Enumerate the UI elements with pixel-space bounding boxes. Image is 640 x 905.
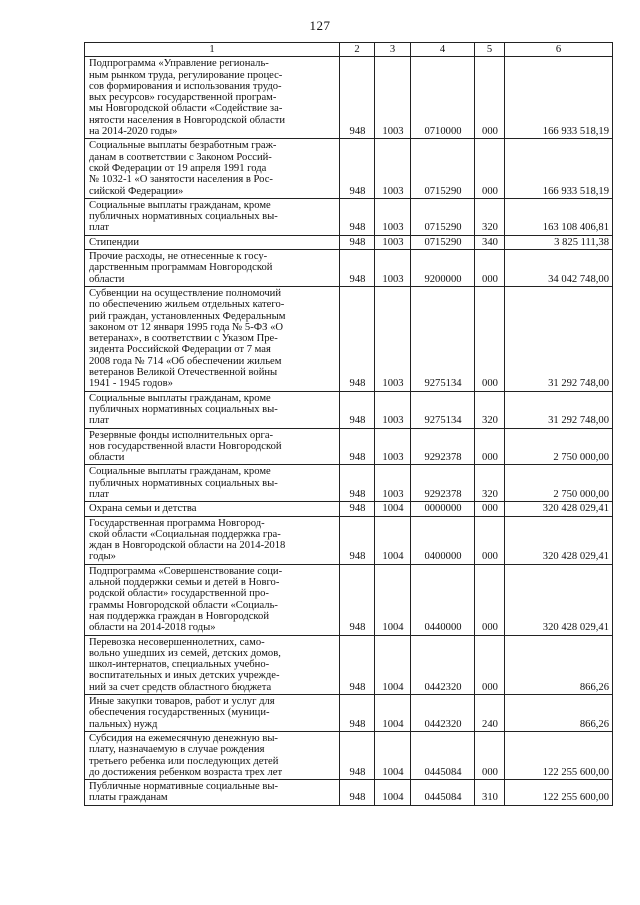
row-description: Иные закупки товаров, работ и услуг для обеспечения государственных (муници- пальных) нужд (85, 695, 340, 732)
row-amount: 3 825 111,38 (505, 235, 613, 249)
row-expense-type: 000 (475, 139, 505, 198)
row-amount: 320 428 029,41 (505, 516, 613, 564)
row-amount: 34 042 748,00 (505, 250, 613, 287)
row-target-code: 0710000 (411, 57, 475, 139)
row-target-code: 9292378 (411, 428, 475, 465)
row-section-code: 1003 (375, 139, 411, 198)
row-amount: 320 428 029,41 (505, 564, 613, 635)
row-expense-type: 000 (475, 635, 505, 694)
row-description: Стипендии (85, 235, 340, 249)
row-target-code: 0000000 (411, 502, 475, 516)
row-expense-type: 320 (475, 391, 505, 428)
row-target-code: 0445084 (411, 731, 475, 779)
header-row (85, 43, 613, 57)
table-row (85, 428, 613, 465)
row-target-code: 9200000 (411, 250, 475, 287)
row-expense-type: 000 (475, 516, 505, 564)
row-expense-type: 320 (475, 465, 505, 502)
row-expense-type: 000 (475, 564, 505, 635)
row-target-code: 9292378 (411, 465, 475, 502)
row-admin-code: 948 (340, 198, 375, 235)
row-description: Публичные нормативные социальные вы- платы гражданам (85, 780, 340, 806)
row-admin-code: 948 (340, 250, 375, 287)
row-expense-type: 340 (475, 235, 505, 249)
table-row (85, 780, 613, 806)
row-section-code: 1003 (375, 391, 411, 428)
row-admin-code: 948 (340, 57, 375, 139)
table-row (85, 516, 613, 564)
row-expense-type: 000 (475, 250, 505, 287)
row-section-code: 1004 (375, 564, 411, 635)
row-admin-code: 948 (340, 564, 375, 635)
table-row (85, 695, 613, 732)
table-row (85, 286, 613, 391)
row-section-code: 1003 (375, 198, 411, 235)
row-amount: 122 255 600,00 (505, 731, 613, 779)
column-header-4: 4 (411, 43, 475, 57)
table-row (85, 57, 613, 139)
row-section-code: 1003 (375, 465, 411, 502)
row-description: Резервные фонды исполнительных орга- нов государственной власти Новгородской области (85, 428, 340, 465)
row-admin-code: 948 (340, 780, 375, 806)
row-description: Перевозка несовершеннолетних, само- вольно ушедших из семей, детских домов, школ-интернатов, специальных учебно- воспитательных и иных детских учрежде- ний за счет средств областного бюджета (85, 635, 340, 694)
row-section-code: 1004 (375, 516, 411, 564)
row-expense-type: 000 (475, 428, 505, 465)
row-target-code: 0442320 (411, 635, 475, 694)
row-section-code: 1004 (375, 731, 411, 779)
row-expense-type: 310 (475, 780, 505, 806)
table-header (85, 43, 613, 57)
row-admin-code: 948 (340, 731, 375, 779)
row-amount: 866,26 (505, 635, 613, 694)
row-amount: 166 933 518,19 (505, 139, 613, 198)
row-target-code: 0715290 (411, 139, 475, 198)
row-admin-code: 948 (340, 391, 375, 428)
row-amount: 2 750 000,00 (505, 465, 613, 502)
row-amount: 2 750 000,00 (505, 428, 613, 465)
column-header-5: 5 (475, 43, 505, 57)
row-amount: 866,26 (505, 695, 613, 732)
column-header-3: 3 (375, 43, 411, 57)
row-target-code: 0715290 (411, 198, 475, 235)
row-amount: 31 292 748,00 (505, 286, 613, 391)
row-admin-code: 948 (340, 516, 375, 564)
row-description: Социальные выплаты безработным граж- данам в соответствии с Законом Россий- ской Федерации от 19 апреля 1991 года № 1032-1 «О занятости населения в Рос- сийской Федерации» (85, 139, 340, 198)
row-admin-code: 948 (340, 502, 375, 516)
row-description: Охрана семьи и детства (85, 502, 340, 516)
table-row (85, 502, 613, 516)
row-section-code: 1003 (375, 57, 411, 139)
row-admin-code: 948 (340, 428, 375, 465)
row-expense-type: 000 (475, 57, 505, 139)
row-target-code: 0440000 (411, 564, 475, 635)
row-admin-code: 948 (340, 635, 375, 694)
row-target-code: 0400000 (411, 516, 475, 564)
row-section-code: 1003 (375, 250, 411, 287)
row-admin-code: 948 (340, 695, 375, 732)
row-target-code: 9275134 (411, 391, 475, 428)
row-description: Социальные выплаты гражданам, кроме публичных нормативных социальных вы- плат (85, 465, 340, 502)
row-description: Субвенции на осуществление полномочий по обеспечению жильем отдельных катего- рий граждан, установленных Федеральным законом от 12 января 1995 года № 5-ФЗ «О ветеранах», в соответствии с Указом Пре- зидента Российской Федерации от 7 мая 2008 года № 714 «Об обеспечении жильем ветеранов Великой Отечественной войны 1941 - 1945 годов» (85, 286, 340, 391)
row-target-code: 0715290 (411, 235, 475, 249)
row-expense-type: 000 (475, 502, 505, 516)
row-admin-code: 948 (340, 465, 375, 502)
row-admin-code: 948 (340, 286, 375, 391)
row-section-code: 1003 (375, 235, 411, 249)
row-section-code: 1004 (375, 502, 411, 516)
row-amount: 163 108 406,81 (505, 198, 613, 235)
budget-table (84, 42, 613, 806)
row-description: Социальные выплаты гражданам, кроме публичных нормативных социальных вы- плат (85, 391, 340, 428)
table-row (85, 635, 613, 694)
row-amount: 166 933 518,19 (505, 57, 613, 139)
row-expense-type: 320 (475, 198, 505, 235)
page-number: 127 (309, 18, 331, 33)
table-row (85, 391, 613, 428)
row-section-code: 1003 (375, 428, 411, 465)
table-row (85, 564, 613, 635)
column-header-1: 1 (85, 43, 340, 57)
row-description: Социальные выплаты гражданам, кроме публичных нормативных социальных вы- плат (85, 198, 340, 235)
row-section-code: 1004 (375, 695, 411, 732)
row-expense-type: 000 (475, 286, 505, 391)
row-target-code: 0445084 (411, 780, 475, 806)
row-amount: 31 292 748,00 (505, 391, 613, 428)
row-description: Прочие расходы, не отнесенные к госу- дарственным программам Новгородской области (85, 250, 340, 287)
table-row (85, 139, 613, 198)
row-section-code: 1003 (375, 286, 411, 391)
table-body (85, 57, 613, 805)
row-section-code: 1004 (375, 635, 411, 694)
row-expense-type: 240 (475, 695, 505, 732)
row-target-code: 0442320 (411, 695, 475, 732)
row-expense-type: 000 (475, 731, 505, 779)
table-row (85, 731, 613, 779)
row-target-code: 9275134 (411, 286, 475, 391)
table-row (85, 465, 613, 502)
row-description: Подпрограмма «Совершенствование соци- альной поддержки семьи и детей в Новго- родской области» государственной про- граммы Новгородской области «Социаль- ная поддержка граждан в Новгородской области на 2014-2018 годы» (85, 564, 340, 635)
row-amount: 122 255 600,00 (505, 780, 613, 806)
table-row (85, 250, 613, 287)
row-admin-code: 948 (340, 139, 375, 198)
row-description: Подпрограмма «Управление региональ- ным рынком труда, регулирование процес- сов формирования и использования трудо- вых ресурсов» государственной програм- мы Новгородской области «Содействие за- нятости населения в Новгородской области на 2014-2020 годы» (85, 57, 340, 139)
column-header-2: 2 (340, 43, 375, 57)
row-section-code: 1004 (375, 780, 411, 806)
column-header-6: 6 (505, 43, 613, 57)
table-row (85, 235, 613, 249)
row-admin-code: 948 (340, 235, 375, 249)
row-amount: 320 428 029,41 (505, 502, 613, 516)
row-description: Государственная программа Новгород- ской области «Социальная поддержка гра- ждан в Новгородской области на 2014-2018 годы» (85, 516, 340, 564)
table-row (85, 198, 613, 235)
row-description: Субсидия на ежемесячную денежную вы- плату, назначаемую в случае рождения третьего ребенка или последующих детей до достижения ребенком возраста трех лет (85, 731, 340, 779)
